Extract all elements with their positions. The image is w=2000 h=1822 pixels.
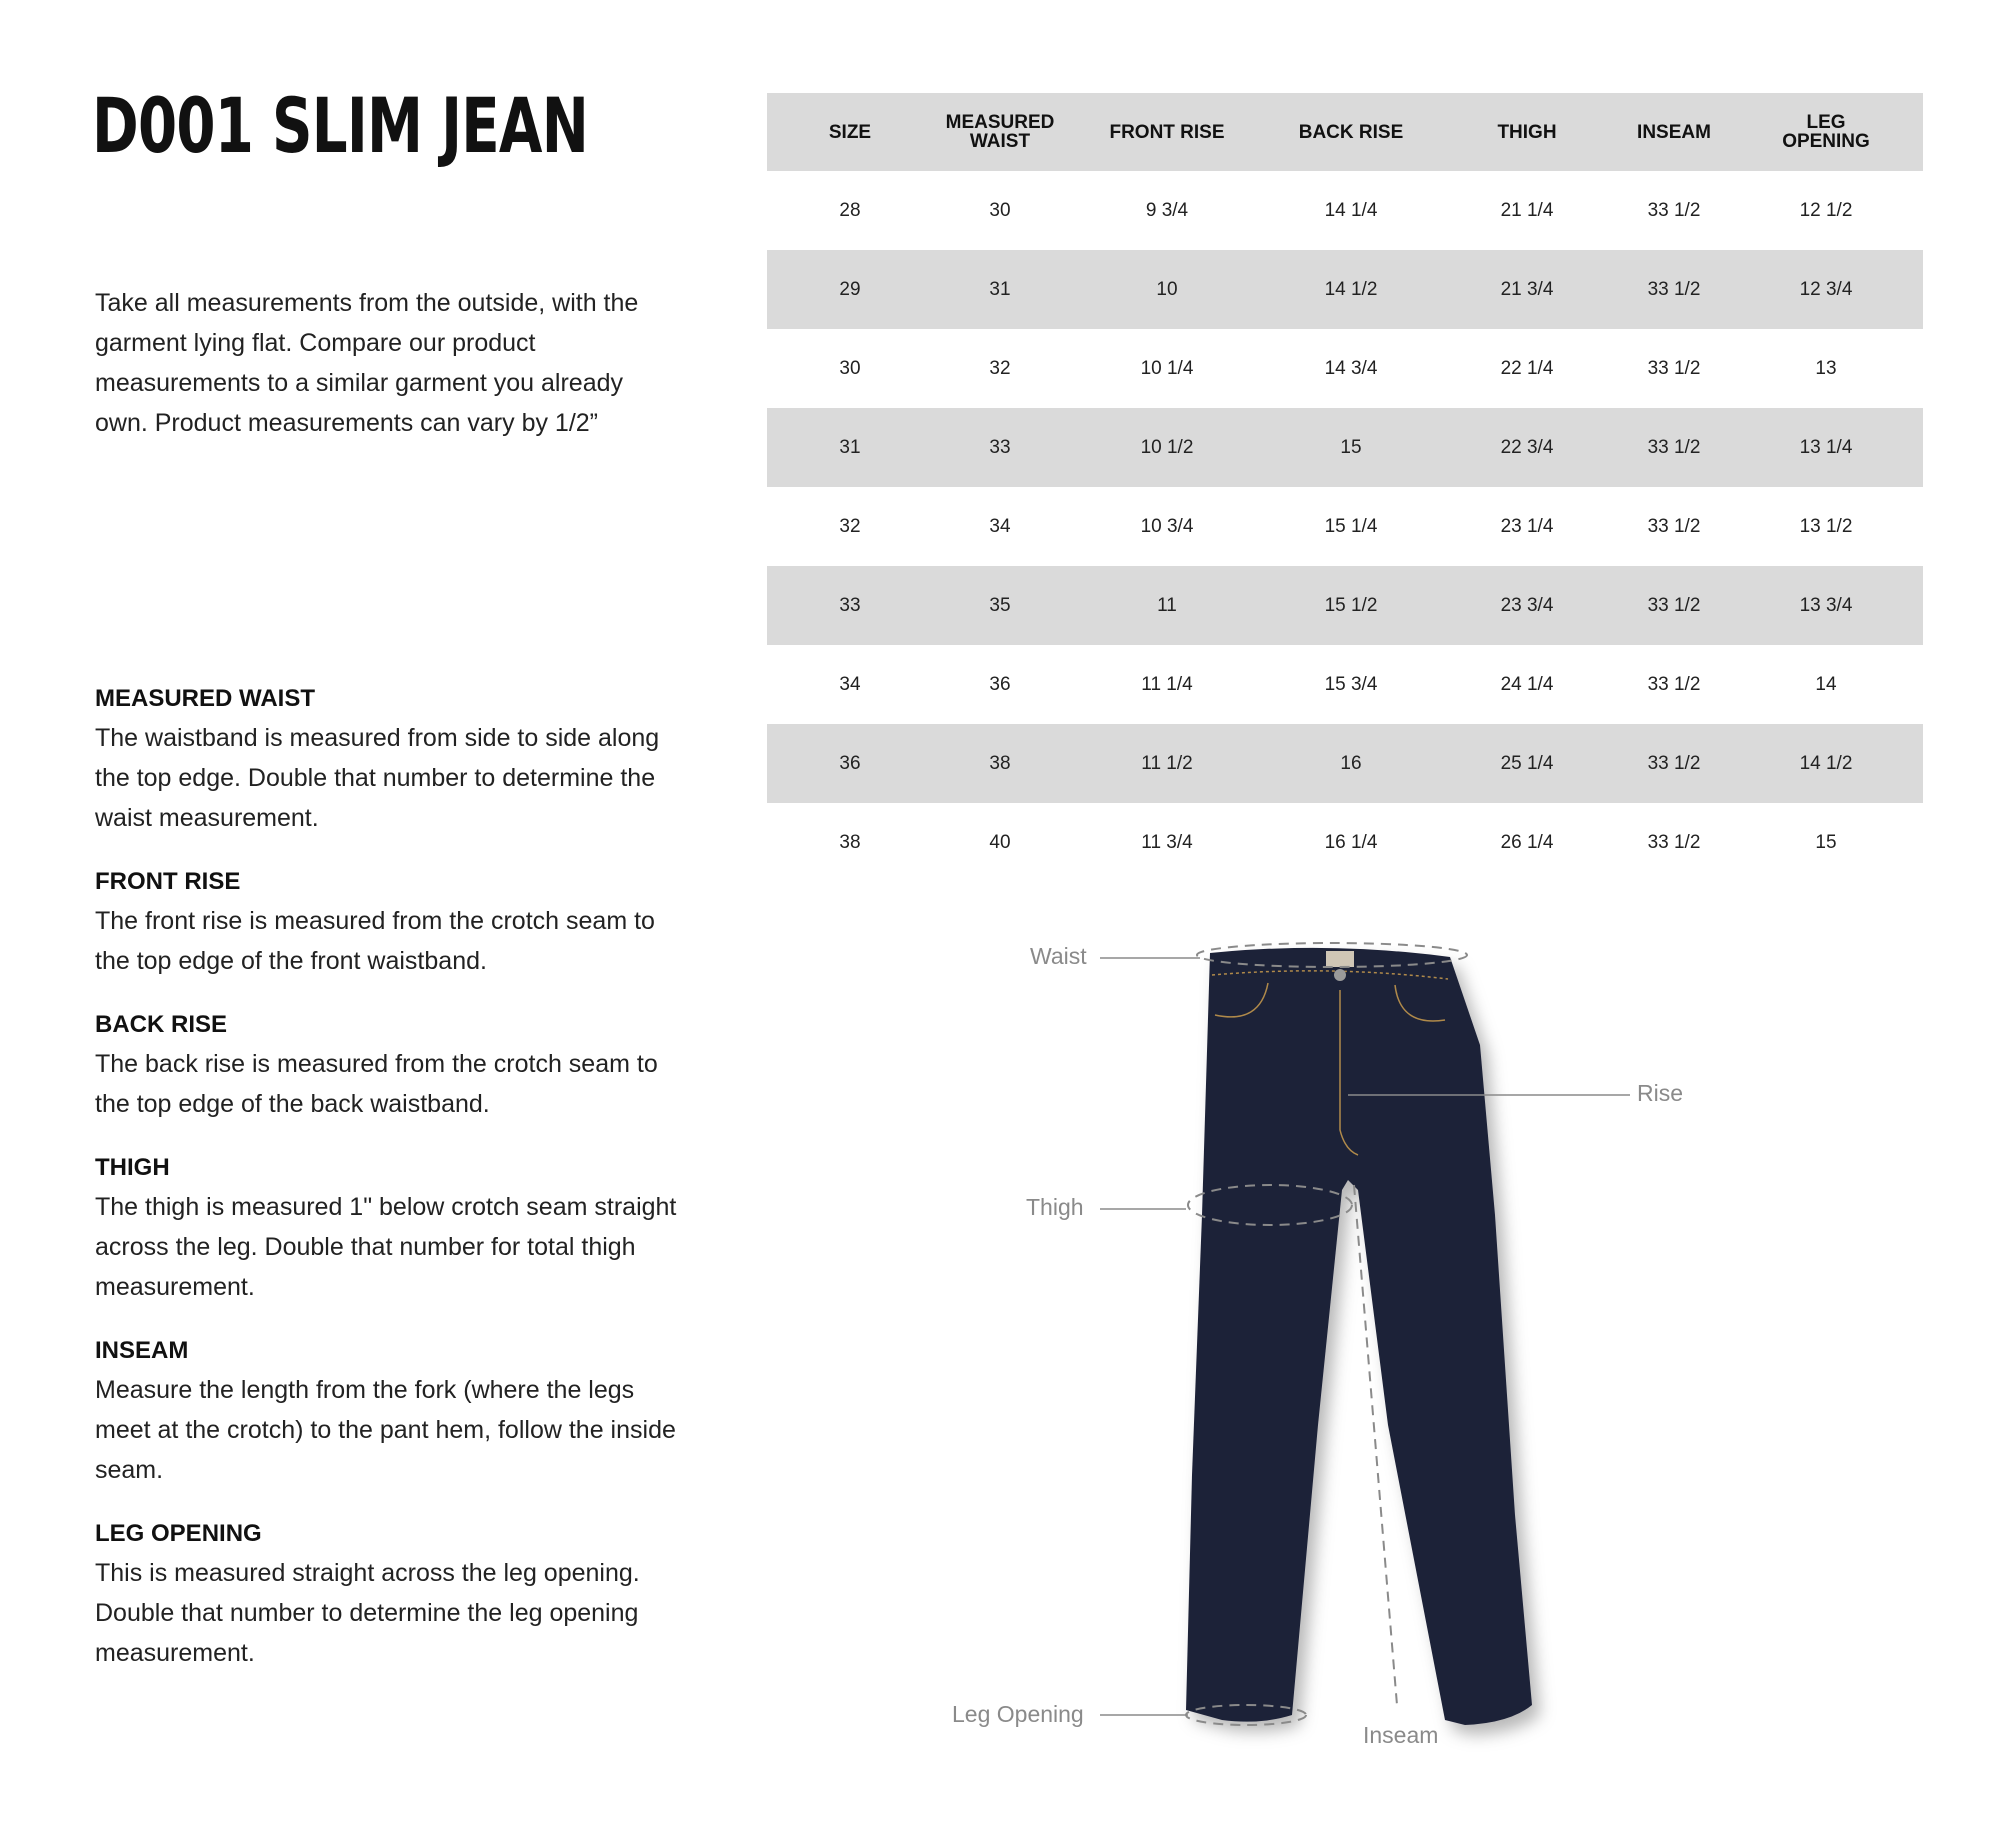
table-cell: 25 1/4 — [1435, 724, 1619, 803]
table-cell: 16 — [1267, 724, 1435, 803]
table-row — [767, 250, 1923, 329]
table-cell: 15 1/4 — [1324, 515, 1378, 537]
table-cell: 11 1/4 — [1141, 673, 1193, 695]
table-cell: 14 — [1815, 673, 1837, 695]
table-cell: 10 3/4 — [1140, 515, 1194, 537]
column-header-line: WAIST — [969, 131, 1031, 152]
table-cell: 15 — [1815, 831, 1837, 853]
table-cell: 34 — [839, 673, 861, 695]
table-cell: 14 3/4 — [1324, 357, 1378, 379]
table-cell: 40 — [989, 831, 1011, 853]
inseam-label: Inseam — [1363, 1722, 1439, 1748]
table-cell: 13 1/2 — [1799, 515, 1853, 537]
table-cell: 32 — [839, 515, 861, 537]
table-body — [767, 171, 1923, 882]
table-cell: 31 — [767, 408, 933, 487]
table-cell: 10 1/4 — [1140, 357, 1194, 379]
table-cell: 10 — [1067, 250, 1267, 329]
thigh-label: Thigh — [1026, 1194, 1084, 1220]
table-cell: 33 1/2 — [1619, 408, 1729, 487]
guide-text: This is measured straight across the leg opening. Double that number to determine the leg opening measurement. — [95, 1559, 640, 1667]
column-header-line: MEASURED — [945, 112, 1055, 133]
table-row — [767, 329, 1923, 408]
table-cell: 33 — [767, 566, 933, 645]
table-cell: 35 — [933, 566, 1067, 645]
jean-illustration — [940, 915, 1740, 1775]
table-cell: 30 — [989, 199, 1011, 221]
jean-body — [1186, 948, 1532, 1725]
guide-text: The front rise is measured from the crotch seam to the top edge of the front waistband. — [95, 907, 655, 975]
table-cell: 22 3/4 — [1435, 408, 1619, 487]
guide-heading: MEASURED WAIST — [95, 685, 316, 712]
guide-text: The thigh is measured 1" below crotch seam straight across the leg. Double that number for total thigh measurement. — [95, 1193, 677, 1301]
table-cell: 12 3/4 — [1729, 250, 1923, 329]
table-cell: 12 1/2 — [1799, 199, 1853, 221]
column-header-line: THIGH — [1497, 121, 1557, 143]
table-cell: 13 1/4 — [1729, 408, 1923, 487]
table-cell: 33 1/2 — [1647, 515, 1701, 537]
table-cell: 36 — [989, 673, 1011, 695]
leg-opening-label: Leg Opening — [952, 1701, 1084, 1727]
table-cell: 15 — [1267, 408, 1435, 487]
column-header-line: BACK RISE — [1298, 121, 1404, 143]
column-header — [1435, 93, 1619, 171]
table-cell: 28 — [839, 199, 861, 221]
table-row — [767, 487, 1923, 566]
table-cell: 11 3/4 — [1141, 831, 1193, 853]
table-row — [767, 408, 1923, 487]
table-cell: 33 1/2 — [1619, 724, 1729, 803]
column-header — [1067, 93, 1267, 171]
guide-front-rise — [95, 863, 685, 981]
column-header — [1267, 93, 1435, 171]
table-cell: 13 — [1815, 357, 1837, 379]
table-row — [767, 803, 1923, 882]
table-cell: 14 1/2 — [1267, 250, 1435, 329]
button-icon — [1334, 969, 1346, 981]
column-header — [1729, 93, 1923, 171]
table-cell: 29 — [767, 250, 933, 329]
table-cell: 15 1/2 — [1267, 566, 1435, 645]
table-cell: 33 1/2 — [1647, 831, 1701, 853]
column-header — [933, 93, 1067, 171]
column-header-line: INSEAM — [1637, 121, 1711, 143]
table-cell: 16 1/4 — [1324, 831, 1378, 853]
guide-heading: BACK RISE — [95, 1011, 228, 1038]
table-cell: 33 1/2 — [1619, 566, 1729, 645]
table-cell: 33 1/2 — [1647, 199, 1701, 221]
guide-heading: THIGH — [95, 1154, 170, 1181]
table-cell: 11 1/2 — [1067, 724, 1267, 803]
waist-label: Waist — [1030, 943, 1087, 969]
guide-heading: INSEAM — [95, 1337, 189, 1364]
table-cell: 10 1/2 — [1067, 408, 1267, 487]
table-cell: 36 — [767, 724, 933, 803]
table-header-row — [767, 93, 1923, 171]
table-cell: 33 1/2 — [1647, 357, 1701, 379]
guide-measured-waist — [95, 680, 685, 838]
table-cell: 38 — [839, 831, 861, 853]
guide-leg-opening — [95, 1515, 685, 1673]
table-cell: 33 1/2 — [1647, 673, 1701, 695]
guide-text: The back rise is measured from the crotch seam to the top edge of the back waistband. — [95, 1050, 658, 1118]
table-cell: 9 3/4 — [1145, 199, 1189, 221]
table-cell: 24 1/4 — [1500, 673, 1554, 695]
guide-heading: LEG OPENING — [95, 1520, 262, 1547]
column-header-line: FRONT RISE — [1109, 121, 1225, 143]
table-cell: 33 1/2 — [1619, 250, 1729, 329]
size-chart-table — [767, 93, 1923, 882]
column-header — [1619, 93, 1729, 171]
guide-inseam — [95, 1332, 685, 1490]
guide-text: Measure the length from the fork (where the legs meet at the crotch) to the pant hem, follow the inside seam. — [95, 1376, 676, 1484]
page-title: D001 SLIM JEAN — [92, 81, 589, 170]
column-header-line: OPENING — [1782, 131, 1870, 152]
intro-text: Take all measurements from the outside, with the garment lying flat. Compare our product measurements to a similar garment you already own. Product measurements can vary by 1/2” — [95, 289, 639, 437]
table-cell: 13 3/4 — [1729, 566, 1923, 645]
table-cell: 21 3/4 — [1435, 250, 1619, 329]
table-cell: 14 1/4 — [1324, 199, 1378, 221]
table-cell: 14 1/2 — [1729, 724, 1923, 803]
table-cell: 38 — [933, 724, 1067, 803]
table-cell: 21 1/4 — [1500, 199, 1554, 221]
table-row — [767, 171, 1923, 250]
table-cell: 23 1/4 — [1500, 515, 1554, 537]
rise-label: Rise — [1637, 1080, 1684, 1106]
jean-diagram — [940, 915, 1740, 1775]
guide-text: The waistband is measured from side to side along the top edge. Double that number to determine the waist measurement. — [95, 724, 660, 832]
table-row — [767, 724, 1923, 803]
table-row — [767, 566, 1923, 645]
table-cell: 23 3/4 — [1435, 566, 1619, 645]
measurement-guide — [95, 680, 685, 1698]
table-cell: 33 — [933, 408, 1067, 487]
table-cell: 30 — [839, 357, 861, 379]
guide-heading: FRONT RISE — [95, 868, 241, 895]
table-cell: 11 — [1067, 566, 1267, 645]
table-cell: 22 1/4 — [1500, 357, 1554, 379]
table-cell: 26 1/4 — [1500, 831, 1554, 853]
brand-patch — [1326, 951, 1354, 967]
column-header-line: LEG — [1806, 112, 1846, 133]
table-row — [767, 645, 1923, 724]
table-cell: 31 — [933, 250, 1067, 329]
column-header — [767, 93, 933, 171]
table-cell: 34 — [989, 515, 1011, 537]
table-cell: 15 3/4 — [1324, 673, 1378, 695]
table-cell: 32 — [989, 357, 1011, 379]
guide-thigh — [95, 1149, 685, 1307]
column-header-line: SIZE — [828, 121, 872, 143]
guide-back-rise — [95, 1006, 685, 1124]
